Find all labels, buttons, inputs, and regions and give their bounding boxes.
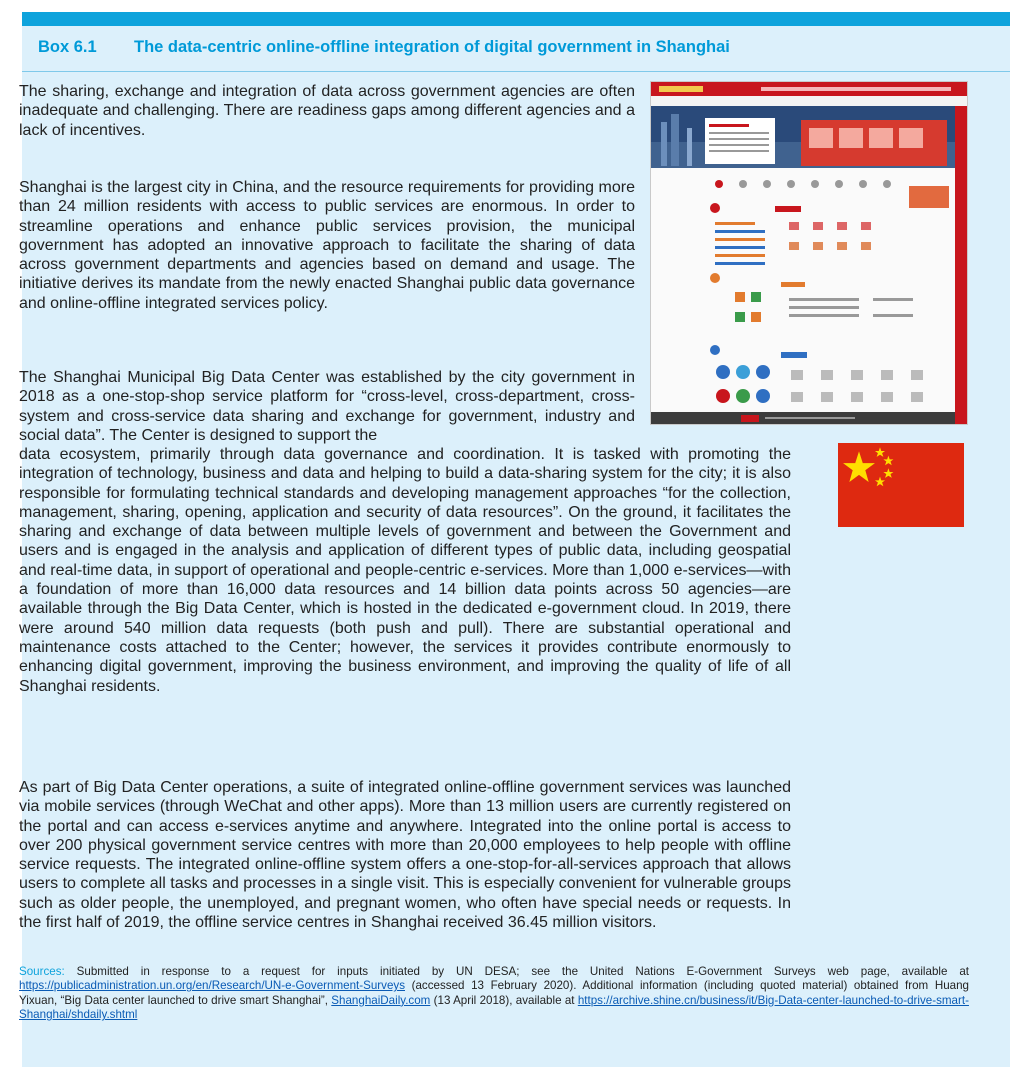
portal-screenshot-image — [650, 81, 968, 425]
un-egov-surveys-link[interactable]: https://publicadministration.un.org/en/Research/UN-e-Government-Surveys — [19, 979, 405, 993]
shanghai-daily-link[interactable]: ShanghaiDaily.com — [331, 993, 431, 1007]
sources-note — [19, 965, 969, 1023]
shine-article-link[interactable]: https://archive.shine.cn/business/it/Big-Data-center-launched-to-drive-smart-Shanghai/shdaily.shtml — [19, 993, 969, 1022]
paragraph-2: Shanghai is the largest city in China, and the resource requirements for providing more than 24 million residents with access to public services are enormous. In order to streamline operations and enhance public services provision, the municipal government has adopted an innovative approach to facilitate the sharing of data across government departments and agencies based on demand and usage. The initiative derives its mandate from the newly enacted Shanghai public data governance and online-offline integrated services policy. — [19, 179, 635, 312]
paragraph-1: The sharing, exchange and integration of data across government agencies are often inadequate and challenging. There are readiness gaps among different agencies and a lack of incentives. — [19, 83, 635, 139]
paragraph-3-continued: data ecosystem, primarily through data governance and coordination. It is tasked with promoting the integration of technology, business and data and helping to build a data-sharing system for the city; it is also responsible for formulating technical standards and developing management approaches “for the collection, management, sharing, opening, application and security of data resources”. On the ground, it facilitates the sharing and exchange of data between multiple levels of government and between the Government and users and is engaged in the analysis and application of different types of public data, including geospatial and real-time data, in support of operational and people-centric e-services. More than 1,000 e-services—with a foundation of more than 16,000 data resources and 14 billion data points across 50 agencies—are available through the Big Data Center, which is hosted in the dedicated e-government cloud. In 2019, there were around 540 million data requests (both push and pull). There are substantial operational and maintenance costs attached to the Center; however, the services it provides contribute enormously to enhancing digital government, improving the business environment, and improving the quality of life of all Shanghai residents. — [19, 446, 791, 695]
box-top-bar — [22, 12, 1010, 26]
china-flag-icon — [838, 443, 964, 527]
sources-text-2: (accessed 13 February 2020). Additional information (including quoted material) obtained from Huang Yixuan, “Big Data center launched to drive smart Shanghai”, — [19, 979, 969, 1007]
paragraph-3-start: The Shanghai Municipal Big Data Center was established by the city government in 2018 as a one-stop-shop service platform for “cross-level, cross-department, cross-system and cross-service data sharing and exchange for government, industry and social data”. The Center is designed to support the — [19, 369, 635, 444]
heading-divider — [22, 71, 1010, 72]
box-label: Box 6.1 — [38, 38, 97, 56]
box-title: The data-centric online-offline integration of digital government in Shanghai — [134, 38, 730, 56]
china-flag-graphic — [838, 443, 964, 527]
paragraph-4: As part of Big Data Center operations, a suite of integrated online-offline government services was launched via mobile services (through WeChat and other apps). More than 13 million users are currently registered on the portal and can access e-services anytime and anywhere. Integrated into the online portal is access to over 200 physical government service centres with more than 20,000 employees to help people with offline service requests. The integrated online-offline system offers a one-stop-for-all-services approach that allows users to complete all tasks and processes in a single visit. This is especially convenient for vulnerable groups such as older people, the unemployed, and pregnant women, who often have special needs or requests. In the first half of 2019, the offline service centres in Shanghai received 36.45 million visitors. — [19, 779, 791, 932]
portal-screenshot-graphic — [651, 82, 967, 424]
box-heading — [38, 34, 998, 60]
sources-text-3: (13 April 2018), available at — [433, 993, 575, 1007]
sources-text-1: Submitted in response to a request for inputs initiated by UN DESA; see the United Nations E-Government Surveys web page, available at — [76, 965, 969, 978]
sources-label: Sources: — [19, 965, 65, 978]
